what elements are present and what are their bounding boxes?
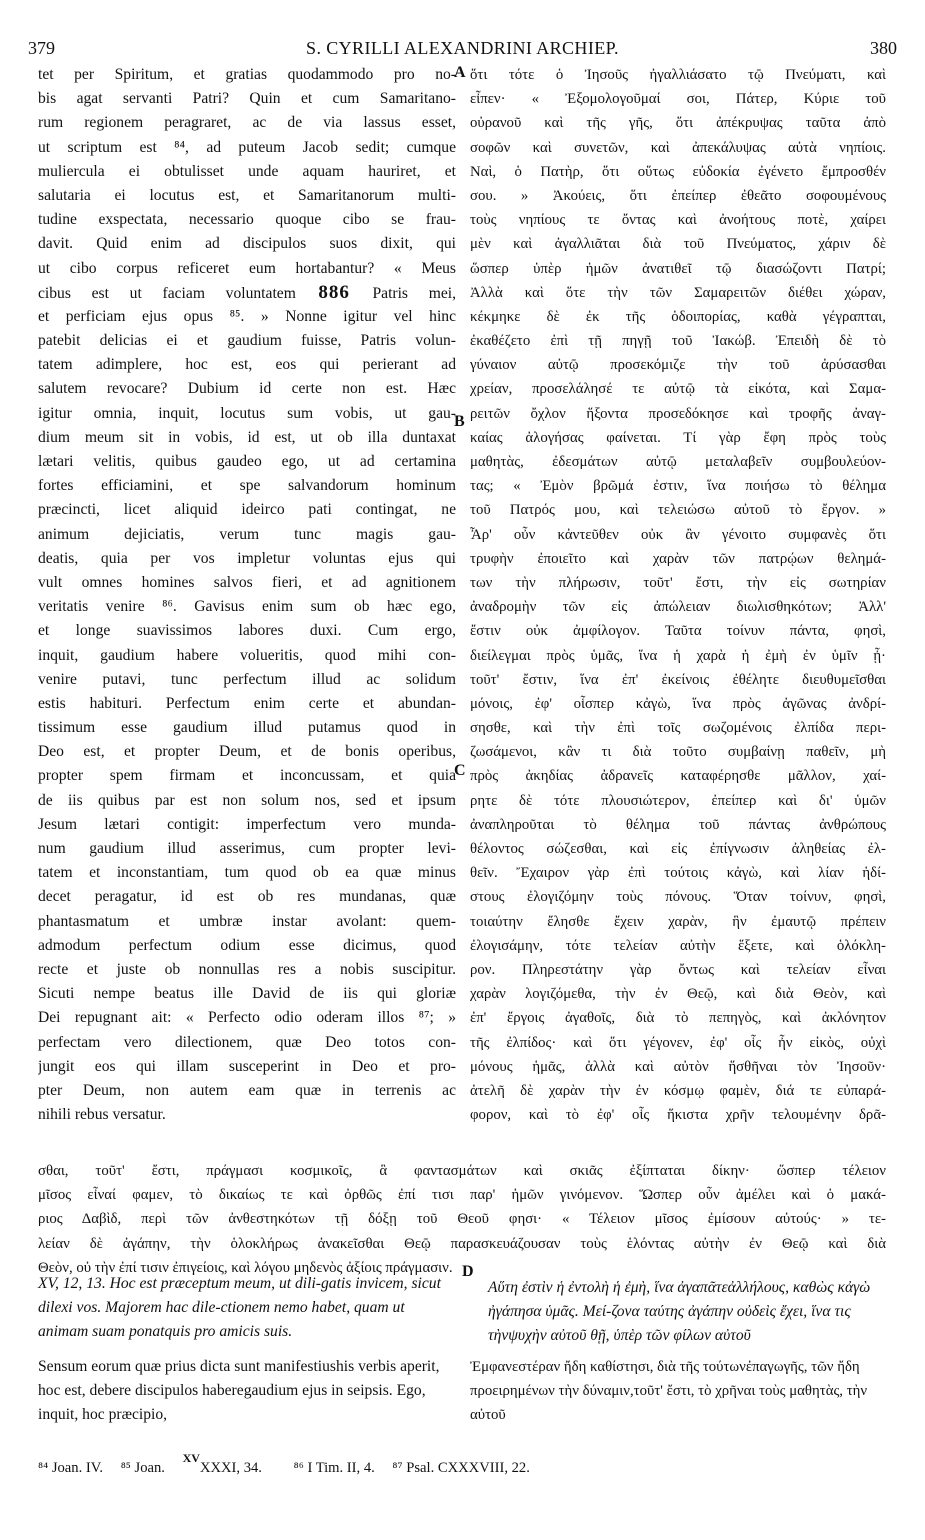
latin-line: bis agat servanti Patri? Quin et cum Samaritano-: [38, 90, 456, 108]
greek-line: τρυφὴν ἐποιεῖτο καὶ χαρὰν τῶν πατρῴων θελημά-: [470, 550, 886, 567]
latin-line: muliercula ei obtulisset unde aquam hauriret, et: [38, 162, 456, 180]
greek-line: ζωσάμενοι, κἂν τι διὰ τοῦτο συμβαίνῃ παθεῖν, μὴ: [470, 744, 886, 761]
latin-line: Dei repugnant ait: « Perfecto odio oderam illos ⁸⁷; »: [38, 1009, 456, 1027]
latin-line: et perficiam ejus opus ⁸⁵. » Nonne igitur vel hinc: [38, 307, 456, 325]
greek-line: οὐρανοῦ καὶ τῆς γῆς, ὅτι ἀπέκρυψας ταῦτα ἀπὸ: [470, 115, 886, 132]
footnote-86: ⁸⁶ I Tim. II, 4.: [293, 1460, 375, 1476]
latin-line: estis habituri. Perfectum enim certe et abundan-: [38, 694, 456, 712]
greek-column: [470, 63, 886, 1127]
margin-marker-a: A: [454, 64, 466, 81]
greek-line: τοῦτ' ἔστιν, ἵνα ἐπ' ἐκείνοις ἐθέλητε διευθυμεῖσθαι: [470, 671, 886, 688]
footnotes: [38, 1451, 886, 1477]
latin-line: venire putavi, tunc perfectum illud ac solidum: [38, 670, 456, 688]
greek-line: των τὴν πλήρωσιν, τοῦτ' ἔστι, τὴν εἰς σωτηρίαν: [470, 574, 886, 591]
greek-line: τας; « Ἐμὸν βρῶμά ἐστιν, ἵνα ποιήσω τὸ θέλημα: [470, 478, 886, 495]
greek-line: ρον. Πληρεστάτην γὰρ ὄντως καὶ τελείαν εἶναι: [470, 961, 886, 978]
latin-line: vult omnes homines salvos fieri, et ad agnitionem: [38, 573, 456, 591]
greek-line: ἐλογισάμην, τότε τελείαν αὐτὴν ἕξετε, καὶ ὁλόκλη-: [470, 937, 886, 954]
full-line: ριος Δαβὶδ, περὶ τῶν ἀνθεστηκότων τῇ δόξῃ τοῦ Θεοῦ φησι· « Τέλειον μῖσος ἐμίσουν αὐτούς· » τε-: [38, 1211, 886, 1228]
latin-line: ut scriptum est ⁸⁴, ad puteum Jacob sedit; cumque: [38, 138, 456, 156]
footnote-85-ref: ⁸⁵ Joan.: [120, 1460, 165, 1476]
p2-greek-line: τοῦτ' ἔστι, τὸ χρῆναι τοὺς μαθητὰς, τὴν αὐτοῦ: [470, 1383, 868, 1423]
full-line: λείαν δὲ ἀγάπην, τὴν ὁλοκλήρως ἀνακεῖσθαι Θεῷ παρασκευάζουσαν τοὺς ἑλόντας αὐτὴν ἐν Θεῷ καὶ διὰ: [38, 1235, 886, 1252]
latin-line: inquit, gaudium habere volueritis, quod mihi con-: [38, 646, 456, 664]
greek-line: σοφῶν καὶ συνετῶν, καὶ ἀπεκάλυψας αὐτὰ νηπίοις.: [470, 139, 886, 156]
latin-line: nihili rebus versatur.: [38, 1106, 166, 1124]
footnote-84: ⁸⁴ Joan. IV.: [38, 1460, 104, 1476]
latin-line: propter spem firmam et inconcussam, et quia: [38, 767, 456, 785]
latin-line: salutem revocare? Dubium id certe non est. Hæc: [38, 380, 456, 398]
greek-line: χαρὰν λογιζόμεθα, τὴν ἐν Θεῷ, καὶ διὰ Θεὸν, καὶ: [470, 986, 886, 1003]
p2-latin-line: his verbis aperit, hoc est, debere discipulos habere: [38, 1358, 440, 1399]
greek-line: φορον, καὶ τὸ ἐφ' οἷς ἥκιστα χρῆν τελουμένην δρᾶ-: [470, 1107, 886, 1124]
running-header: [28, 38, 897, 62]
greek-line: καίας ἀλογήσας φαίνεται. Τί γὰρ ἔφη πρὸς τοὺς: [470, 429, 886, 446]
latin-column: [38, 63, 456, 1127]
greek-line: Ἆρ' οὖν κἀντεῦθεν οὐκ ἂν γένοιτο συμφανὲς ὅτι: [470, 526, 886, 543]
greek-line: στους ἐλογιζόμην τοὺς πόνους. Ὅταν τοίνυν, φησὶ,: [470, 889, 886, 906]
greek-line: τοῦ Πατρός μου, καὶ τελειώσω αὐτοῦ τὸ ἔργον. »: [470, 502, 886, 519]
greek-line: ὥσπερ ὑπὲρ ἡμῶν ἀνατιθεῖ τῷ διασώζοντι Πατρί;: [470, 260, 886, 277]
greek-line: πρὸς ἀκηδίας ἀδρανεῖς καταφέρησθε μᾶλλον, χαί-: [470, 768, 886, 785]
latin-line: veritatis venire ⁸⁶. Gavisus enim sum ob hæc ego,: [38, 598, 456, 616]
latin-line: recte et juste ob nonnullas res a nobis suscipitur.: [38, 960, 456, 978]
latin-line: phantasmatum et umbræ instar avolant: quem-: [38, 912, 456, 930]
greek-line: ἐκαθέζετο ἐπὶ τῇ πηγῇ τοῦ Ἰακώβ. Ἐπειδὴ δὲ τὸ: [470, 333, 886, 350]
commentary-greek: [470, 1355, 886, 1427]
inline-column-number: 886: [295, 281, 373, 303]
margin-marker-d: D: [462, 1263, 474, 1280]
running-title: S. CYRILLI ALEXANDRINI ARCHIEP.: [306, 38, 619, 58]
verse-greek-line: ζονα ταύτης ἀγάπην οὐδεὶς ἔχει, ἵνα τις τὴν: [488, 1303, 851, 1344]
greek-line: ἀτελῆ δὲ χαρὰν τὴν ἐν κόσμῳ φαμὲν, διά τε εὐπαρά-: [470, 1082, 886, 1099]
full-line: σθαι, τοῦτ' ἔστι, πράγμασι κοσμικοῖς, ἃ φαντασμάτων καὶ σκιᾶς ἐξίπταται δίκην· ὥσπερ τέλειον: [38, 1163, 886, 1179]
latin-line: pter Deum, non autem eam quæ in terrenis ac: [38, 1081, 456, 1099]
greek-line: θέλοντος σώζεσθαι, καὶ εἰς ἐπίγνωσιν ἀληθείας ἐλ-: [470, 841, 886, 857]
greek-line: τοὺς νηπίους τε ὄντας καὶ ἀνοήτους ποτὲ, χαίρει: [470, 212, 886, 229]
footnote-85: [120, 1451, 276, 1476]
latin-line: tatem et inconstantiam, tum quod ob ea quæ minus: [38, 864, 456, 882]
latin-line: [38, 281, 456, 305]
greek-line: γύναιον αὐτῷ προσεκόμιζε τὴν τοῦ ἀρύσασθαι: [470, 357, 886, 374]
verse-latin-line: ctionem nemo habet, quam ut animam suam ponat: [38, 1299, 405, 1340]
greek-line: τοιαύτην ἔλησθε ἔχειν χαρὰν, ἣν ἐμαυτῷ πρέπειν: [470, 913, 886, 930]
greek-line: μόνους ἡμᾶς, ἀλλὰ καὶ αὐτὸν ἥσθῆναι τὸν Ἰησοῦν·: [470, 1058, 886, 1075]
latin-line: ut cibo corpus reficeret eum hortabantur? « Meus: [38, 259, 456, 277]
greek-line: ὅτι τότε ὁ Ἰησοῦς ἠγαλλιάσατο τῷ Πνεύματι, καὶ: [470, 67, 886, 83]
verse-latin-line: XV, 12, 13. Hoc est præceptum meum, ut dili-: [38, 1275, 321, 1292]
latin-line: lætari velitis, quibus gaudeo ego, ut ad certamina: [38, 453, 456, 470]
full-line: Θεὸν, οὐ τὴν ἐπί τισιν ἐπιγείοις, καὶ λόγου μηδενὸς ἀξίοις πράγμασιν.: [38, 1259, 453, 1276]
latin-line: davit. Quid enim ad discipulos suos dixit, qui: [38, 235, 456, 253]
latin-line: præcincti, licet aliquid ideirco pati contingat, ne: [38, 501, 456, 519]
latin-line: Sicuti nempe beatus ille David de iis qui gloriæ: [38, 985, 456, 1003]
latin-line: deatis, quia per vos impletur voluntas ejus qui: [38, 549, 456, 567]
greek-line: ρειτῶν ὄχλον ἥξοντα προσεδόκησε καὶ τροφῆς ἀναγ-: [470, 405, 886, 422]
latin-line: Deo est, et propter Deum, et de bonis operibus,: [38, 743, 456, 761]
footnote-85-overlay: XV: [182, 1451, 200, 1465]
latin-line: rum regionem peragraret, ac de via lassus esset,: [38, 114, 456, 132]
scripture-verse-greek: [488, 1276, 886, 1348]
latin-line: salutaria ei locutus est, et Samaritanorum multi-: [38, 186, 456, 204]
latin-line: igitur omnia, inquit, locutus sum vobis, ut gau-: [38, 404, 456, 422]
p2-greek-line: Ἐμφανεστέραν ἤδη καθίστησι, διὰ τῆς τούτων: [470, 1359, 746, 1375]
greek-line: ρητε δὲ τότε πλουσιώτερον, ἐπείπερ καὶ δι' ὑμῶν: [470, 792, 886, 809]
greek-line: διείλεγμαι πρὸς ὑμᾶς, ἵνα ἡ χαρὰ ἡ ἐμὴ ἐν ὑμῖν ᾖ·: [470, 647, 886, 664]
latin-line: decet peragatur, id est ob res mundanas, quæ: [38, 888, 456, 906]
latin-line: et longe suavissimos labores duxi. Cum ergo,: [38, 622, 456, 640]
greek-line: μόνοις, ἐφ' οἷσπερ κἀγὼ, ἵνα πρὸς ἀγῶνας ἀνδρί-: [470, 695, 886, 712]
scripture-verse-latin: [38, 1272, 456, 1344]
verse-greek-line: Αὕτη ἐστὶν ἡ ἐντολὴ ἡ ἐμὴ, ἵνα ἀγαπᾶτε: [488, 1279, 728, 1296]
latin-line: fortes efficiamini, et spe salvandorum hominum: [38, 477, 456, 495]
latin-line: tudine exspectata, necessario quoque cibo se frau-: [38, 211, 456, 229]
latin-line-text: cibus est ut faciam voluntatem: [38, 284, 296, 302]
full-line: μῖσος εἶναί φαμεν, τὸ δικαίως τε καὶ ὀρθῶς ἐπί τισι παρ' ἡμῶν γινόμενον. Ὥσπερ οὖν ἀμέλει καὶ ὁ μακά-: [38, 1187, 886, 1204]
commentary-latin: [38, 1355, 456, 1427]
p2-latin-line: Sensum eorum quæ prius dicta sunt manifestius: [38, 1358, 336, 1375]
latin-line: tissimum esse gaudium illud putamus quod in: [38, 719, 456, 737]
greek-line: τῆς ἐλπίδος· καὶ ὅτι γέγονεν, ἐφ' οἷς ἦν εἰκὸς, οὐχὶ: [470, 1034, 886, 1051]
p2-latin-line: gaudium ejus in seipsis. Ego, inquit, hoc præcipio,: [38, 1382, 426, 1423]
greek-line: εἶπεν· « Ἐξομολογοῦμαί σοι, Πάτερ, Κύριε τοῦ: [470, 91, 886, 108]
latin-line-tail: Patris mei,: [372, 284, 456, 302]
latin-line: patebit delicias ei et gaudium fuisse, Patris volun-: [38, 332, 456, 350]
greek-line: ἐπ' ἔργοις ἀγαθοῖς, διὰ τὸ πεπηγὸς, καὶ ἀκλόνητον: [470, 1010, 886, 1027]
greek-line: θεῖν. Ἔχαιρον γὰρ ἐπὶ τούτοις κἀγὼ, καὶ λίαν ἡδί-: [470, 865, 886, 882]
greek-line: μαθητὰς, ἐδεσμάτων αὐτῷ μεταλαβεῖν συμβουλεύον-: [470, 454, 886, 470]
latin-line: perfectam vero dilectionem, quæ Deo totos con-: [38, 1033, 456, 1051]
latin-line: tatem adimplere, hoc est, eos qui perierant ad: [38, 356, 456, 374]
greek-line: ἀναπληροῦται τὸ θέλημα τοῦ πάντας ἀνθρώπους: [470, 816, 886, 833]
greek-line: ἔστιν οὐκ ἀμφίλογον. Ταῦτα τοίνυν πάντα, φησὶ,: [470, 623, 886, 640]
latin-line: admodum perfectum odium esse dicimus, quod: [38, 936, 456, 954]
left-page-number: 379: [28, 38, 55, 58]
latin-line: de iis quibus par est non solum nos, sed et ipsum: [38, 791, 456, 809]
latin-line: animum dejiciatis, verum tunc magis gau-: [38, 525, 456, 543]
greek-line: ἀναδρομὴν τῶν εἰς ἀπώλειαν διωλισθηκότων; Ἀλλ': [470, 599, 886, 616]
footnote-87: ⁸⁷ Psal. CXXXVIII, 22.: [392, 1460, 530, 1476]
latin-line: jungit eos qui illam susceperint in Deo et pro-: [38, 1057, 456, 1075]
verse-greek-line: ἀλλήλους, καθὼς κἀγὼ ἠγάπησα ὑμᾶς. Μεί-: [488, 1279, 871, 1320]
greek-line: Ναὶ, ὁ Πατὴρ, ὅτι οὕτως εὐδοκία ἐγένετο ἔμπροσθέν: [470, 163, 886, 180]
margin-marker-b: B: [454, 413, 465, 430]
greek-line: σου. » Ἀκούεις, ὅτι ἐπείπερ ἐθεᾶτο σοφουμένους: [470, 187, 886, 204]
full-width-text: [38, 1159, 886, 1280]
latin-line: tet per Spiritum, et gratias quodammodo pro no-: [38, 66, 456, 83]
greek-line: σησθε, καὶ τὴν ἐπὶ τοῖς σωζομένοις ἐλπίδα περι-: [470, 720, 886, 737]
verse-latin-line: quis pro amicis suis.: [164, 1323, 293, 1340]
greek-line: χρείαν, προσελάλησέ τε αὐτῷ τὰ εἰκότα, καὶ Σαμα-: [470, 381, 886, 398]
greek-line: Ἀλλὰ καὶ ὅτε τὴν τῶν Σαμαρειτῶν διέθει χώραν,: [470, 284, 886, 301]
greek-line: κέκμηκε δὲ ἐκ τῆς ὁδοιπορίας, καθὰ γέγραπται,: [470, 308, 886, 325]
verse-greek-line: ψυχὴν αὐτοῦ θῇ, ὑπὲρ τῶν φίλων αὐτοῦ: [508, 1327, 751, 1344]
latin-line: dium meum sit in vobis, id est, ut ob illa duntaxat: [38, 428, 456, 446]
margin-marker-c: C: [454, 762, 466, 779]
verse-latin-line: gatis invicem, sicut dilexi vos. Majorem hac dile-: [38, 1275, 441, 1316]
latin-line: num gaudium illud asserimus, cum propter levi-: [38, 840, 456, 857]
latin-line: Jesum lætari contigit: imperfectum vero munda-: [38, 815, 456, 833]
footnote-85-verse: XXXI, 34.: [199, 1460, 262, 1476]
greek-line: μὲν καὶ ἀγαλλιᾶται διὰ τοῦ Πνεύματος, χάριν δὲ: [470, 236, 886, 253]
right-page-number: 380: [870, 38, 897, 58]
p2-greek-line: ἐπαγωγῆς, τῶν ἤδη προειρημένων τὴν δύναμιν,: [470, 1359, 860, 1399]
